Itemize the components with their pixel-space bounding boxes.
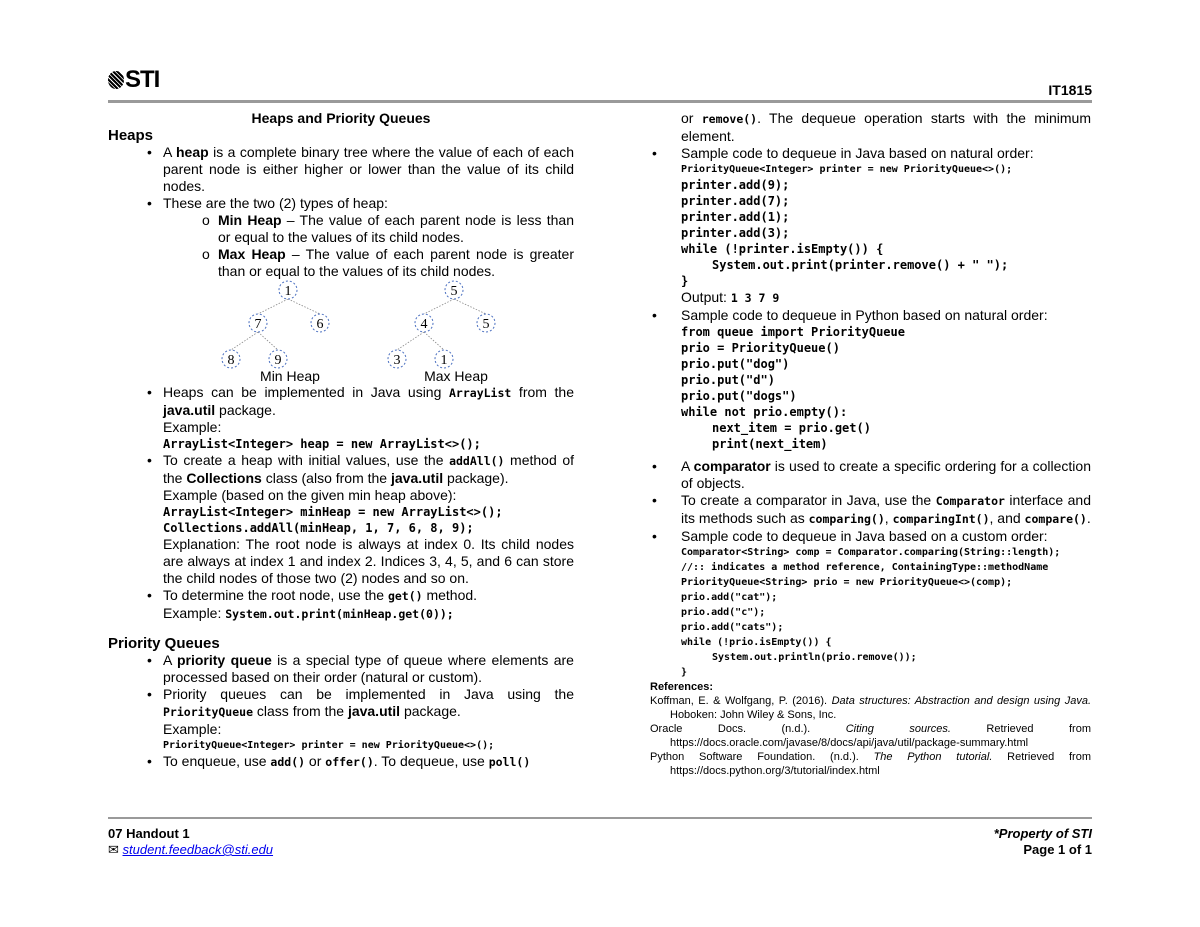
bullet-item — [108, 144, 574, 195]
text-run: . The dequeue operation starts with the minimum element. — [681, 110, 1091, 144]
code-line — [108, 520, 574, 536]
text-run: To create a heap with initial values, use the — [163, 452, 450, 468]
text-run: while not prio.empty(): — [681, 405, 848, 419]
bold-term: java.util — [347, 703, 401, 719]
text-run: } — [681, 274, 689, 288]
code-line — [650, 545, 1091, 560]
text-run: ArrayList<Integer> heap = new ArrayList<>(); — [163, 437, 481, 451]
course-code: IT1815 — [1048, 82, 1092, 98]
paragraph — [108, 487, 574, 504]
code-line — [650, 162, 1091, 177]
text-run: These are the two (2) types of heap: — [163, 195, 388, 211]
heap-node-value: 6 — [316, 317, 324, 332]
spacer — [108, 623, 574, 635]
code-line — [650, 324, 1091, 340]
inline-code: comparingInt() — [892, 512, 990, 526]
heap-node-value: 3 — [393, 353, 401, 368]
text-run: prio.put("d") — [681, 373, 775, 387]
bullet-item — [108, 384, 574, 419]
text-run: is a complete binary tree where the value of each of each parent node is either higher or lower than the value of its child nodes. — [163, 144, 574, 194]
property-label: *Property of STI — [993, 826, 1092, 841]
text-run: A — [163, 144, 176, 160]
reference-entry — [650, 750, 1091, 778]
italic-title: Citing sources. — [845, 723, 951, 735]
text-run: Python Software Foundation. (n.d.). — [650, 751, 874, 763]
text-run: – The value of each parent node is greater than or equal to the values of its child nodes. — [218, 246, 575, 279]
text-run: is a special type of queue where elements are processed based on their order (natural or custom). — [163, 652, 574, 685]
text-run: Heaps can be implemented in Java using — [163, 384, 449, 400]
heap-edge — [258, 332, 278, 350]
text-run: prio.put("dogs") — [681, 389, 797, 403]
inline-code: ArrayList — [449, 386, 512, 400]
bold-term: java.util — [163, 402, 216, 418]
text-run: , and — [989, 510, 1025, 526]
text-run: printer.add(1); — [681, 210, 790, 224]
text-run: prio.add("cat"); — [681, 592, 778, 603]
inline-code: addAll() — [449, 454, 505, 468]
handout-label: 07 Handout 1 — [108, 826, 190, 841]
sub-bullet-item — [108, 246, 574, 280]
text-run: method. — [422, 587, 478, 603]
heap-node-value: 5 — [482, 317, 490, 332]
text-run: A — [163, 652, 177, 668]
text-run: Example: — [163, 419, 222, 435]
code-line — [650, 404, 1091, 420]
heap-label: Min Heap — [260, 368, 320, 384]
text-run: while (!printer.isEmpty()) { — [681, 242, 884, 256]
heap-edge — [424, 332, 444, 350]
heap-diagram-container — [108, 280, 574, 384]
text-run: Heaps — [108, 127, 154, 144]
inline-code: comparing() — [808, 512, 885, 526]
heap-edge — [424, 299, 454, 314]
bold-term: Min Heap — [218, 212, 282, 228]
heap-node-value: 5 — [450, 284, 458, 299]
inline-code: get() — [387, 589, 423, 603]
sti-logo — [108, 66, 159, 94]
bold-term: Max Heap — [218, 246, 286, 262]
text-run: Priority Queues — [108, 635, 220, 652]
inline-code: poll() — [488, 755, 531, 769]
text-run: from the — [511, 384, 574, 400]
paragraph — [650, 289, 1091, 307]
heap-edge — [288, 299, 320, 314]
text-run: class (also from the — [261, 470, 391, 486]
text-run: interface and its methods such as — [681, 492, 1091, 526]
reference-entry — [650, 694, 1091, 722]
heap-diagram — [108, 280, 574, 384]
heap-edge — [231, 332, 258, 350]
heap-node-value: 4 — [420, 317, 428, 332]
section-heading — [108, 127, 574, 144]
text-run: printer.add(7); — [681, 194, 790, 208]
paragraph — [108, 721, 574, 738]
heap-node-value: 9 — [274, 353, 282, 368]
code-line — [650, 372, 1091, 388]
inline-code: offer() — [325, 755, 374, 769]
heap-label: Max Heap — [424, 368, 488, 384]
paragraph — [108, 605, 574, 623]
bullet-item — [108, 686, 574, 721]
code-line — [650, 420, 1091, 436]
left-column — [108, 110, 574, 771]
text-run: To create a comparator in Java, use the — [681, 492, 936, 508]
text-run: or — [305, 753, 326, 769]
bullet-item — [108, 587, 574, 605]
text-run: To enqueue, use — [163, 753, 271, 769]
text-run: Oracle Docs. (n.d.). — [650, 723, 846, 735]
text-run: } — [681, 667, 688, 678]
reference-entry — [650, 722, 1091, 750]
text-run: Hoboken: John Wiley & Sons, Inc. — [670, 709, 837, 721]
text-run: from queue import PriorityQueue — [681, 325, 905, 339]
text-run: Explanation: The root node is always at index 0. Its child nodes are always at index 1 and index 2. Indices 3, 4, 5, and 6 can store the child nodes of those two (2) nodes and so on. — [163, 536, 574, 586]
text-run: Retrieved from https://docs.python.org/3/tutorial/index.html — [670, 751, 1091, 777]
page-number: Page 1 of 1 — [1023, 842, 1092, 857]
inline-code: Comparator — [935, 494, 1005, 508]
feedback-email — [108, 842, 273, 858]
text-run: System.out.println(prio.remove()); — [712, 652, 917, 663]
code-line — [650, 605, 1091, 620]
envelope-icon: ✉ — [108, 842, 123, 857]
text-run: . — [1086, 510, 1091, 526]
inline-code: remove() — [701, 112, 758, 126]
text-run: To determine the root node, use the — [163, 587, 388, 603]
code-line — [650, 193, 1091, 209]
page-title — [108, 110, 574, 127]
bold-term: heap — [176, 144, 209, 160]
paragraph — [108, 536, 574, 587]
text-run: System.out.print(printer.remove() + " "); — [712, 258, 1009, 272]
bold-term: java.util — [390, 470, 444, 486]
text-run: printer.add(3); — [681, 226, 790, 240]
inline-code: compare() — [1024, 512, 1087, 526]
text-run: Example (based on the given min heap above): — [163, 487, 457, 503]
heap-node-value: 1 — [440, 353, 448, 368]
code-line — [650, 665, 1091, 680]
inline-code: PriorityQueue — [163, 705, 254, 719]
text-run: prio = PriorityQueue() — [681, 341, 840, 355]
text-run: print(next_item) — [712, 437, 828, 451]
text-run: printer.add(9); — [681, 178, 790, 192]
heap-node-value: 8 — [227, 353, 235, 368]
bold-term: Collections — [186, 470, 262, 486]
heap-node-value: 7 — [254, 317, 262, 332]
right-column — [650, 110, 1091, 778]
globe-icon — [108, 71, 124, 89]
code-line — [650, 356, 1091, 372]
text-run: PriorityQueue<Integer> printer = new PriorityQueue<>(); — [163, 740, 495, 751]
heap-edge — [454, 299, 486, 314]
text-run: prio.add("c"); — [681, 607, 766, 618]
section-heading — [108, 635, 574, 652]
logo-text: STI — [125, 66, 160, 93]
heap-edge — [258, 299, 288, 314]
text-run: prio.put("dog") — [681, 357, 790, 371]
text-run: A — [681, 458, 694, 474]
text-run: next_item = prio.get() — [712, 421, 871, 435]
text-run: , — [884, 510, 893, 526]
email-link[interactable]: student.feedback@sti.edu — [122, 842, 274, 857]
sub-bullet-item — [108, 212, 574, 246]
text-run: Example: — [163, 605, 226, 621]
code-line — [650, 273, 1091, 289]
code-line — [108, 504, 574, 520]
text-run: Koffman, E. & Wolfgang, P. (2016). — [650, 695, 832, 707]
bullet-item — [108, 652, 574, 686]
header-divider — [108, 100, 1092, 103]
text-run: PriorityQueue<String> prio = new PriorityQueue<>(comp); — [681, 577, 1013, 588]
italic-title: The Python tutorial. — [873, 751, 993, 763]
text-run: PriorityQueue<Integer> printer = new PriorityQueue<>(); — [681, 164, 1013, 175]
text-run: class from the — [253, 703, 348, 719]
text-run: package. — [215, 402, 276, 418]
inline-code: add() — [270, 755, 306, 769]
text-run: prio.add("cats"); — [681, 622, 784, 633]
code-line — [650, 436, 1091, 452]
heap-edge — [397, 332, 424, 350]
inline-code: System.out.print(minHeap.get(0)); — [225, 607, 454, 621]
text-run: Sample code to dequeue in Java based on natural order: — [681, 145, 1034, 161]
bullet-item — [650, 458, 1091, 492]
code-line — [650, 209, 1091, 225]
code-line — [650, 635, 1091, 650]
text-run: Output: — [681, 289, 731, 305]
code-line — [650, 388, 1091, 404]
text-run: Retrieved from https://docs.oracle.com/javase/8/docs/api/java/util/package-summary.html — [670, 723, 1091, 749]
text-run: while (!prio.isEmpty()) { — [681, 637, 832, 648]
text-run: Sample code to dequeue in Python based on natural order: — [681, 307, 1048, 323]
code-line — [650, 225, 1091, 241]
bullet-item — [108, 452, 574, 487]
paragraph — [108, 419, 574, 436]
code-line — [650, 257, 1091, 273]
text-run: Sample code to dequeue in Java based on a custom order: — [681, 528, 1048, 544]
text-run: – The value of each parent node is less than or equal to the values of its child nodes. — [218, 212, 574, 245]
code-line — [650, 650, 1091, 665]
bullet-item — [650, 492, 1091, 528]
code-line — [650, 177, 1091, 193]
bullet-item — [108, 195, 574, 212]
text-run: package. — [400, 703, 461, 719]
text-run: Collections.addAll(minHeap, 1, 7, 6, 8, 9); — [163, 521, 474, 535]
text-run: package). — [443, 470, 509, 486]
code-line — [108, 436, 574, 452]
text-run: is used to create a specific ordering for a collection of objects. — [681, 458, 1091, 491]
bold-term: comparator — [693, 458, 771, 474]
italic-title: Data structures: Abstraction and design using Java. — [831, 695, 1091, 707]
text-run: Priority queues can be implemented in Java using the — [163, 686, 574, 702]
text-run: Heaps and Priority Queues — [251, 110, 431, 126]
code-line — [108, 738, 574, 753]
text-run: Example: — [163, 721, 222, 737]
code-line — [650, 590, 1091, 605]
code-line — [650, 620, 1091, 635]
bullet-item — [108, 753, 574, 771]
heap-node-value: 1 — [284, 284, 292, 299]
code-line — [650, 340, 1091, 356]
text-run: method of the — [163, 452, 575, 486]
text-run: //:: indicates a method reference, ContainingType::methodName — [681, 562, 1049, 573]
references-heading — [650, 680, 1091, 694]
text-run: ArrayList<Integer> minHeap = new ArrayList<>(); — [163, 505, 503, 519]
paragraph — [650, 110, 1091, 145]
bullet-item — [650, 307, 1091, 324]
footer-divider — [108, 817, 1092, 819]
code-line — [650, 241, 1091, 257]
bullet-item — [650, 528, 1091, 545]
code-line — [650, 560, 1091, 575]
inline-code: 1 3 7 9 — [730, 291, 780, 305]
text-run: References: — [650, 681, 713, 693]
bold-term: priority queue — [176, 652, 272, 668]
code-line — [650, 575, 1091, 590]
bullet-item — [650, 145, 1091, 162]
text-run: Comparator<String> comp = Comparator.comparing(String::length); — [681, 547, 1061, 558]
text-run: or — [681, 110, 702, 126]
text-run: . To dequeue, use — [373, 753, 489, 769]
